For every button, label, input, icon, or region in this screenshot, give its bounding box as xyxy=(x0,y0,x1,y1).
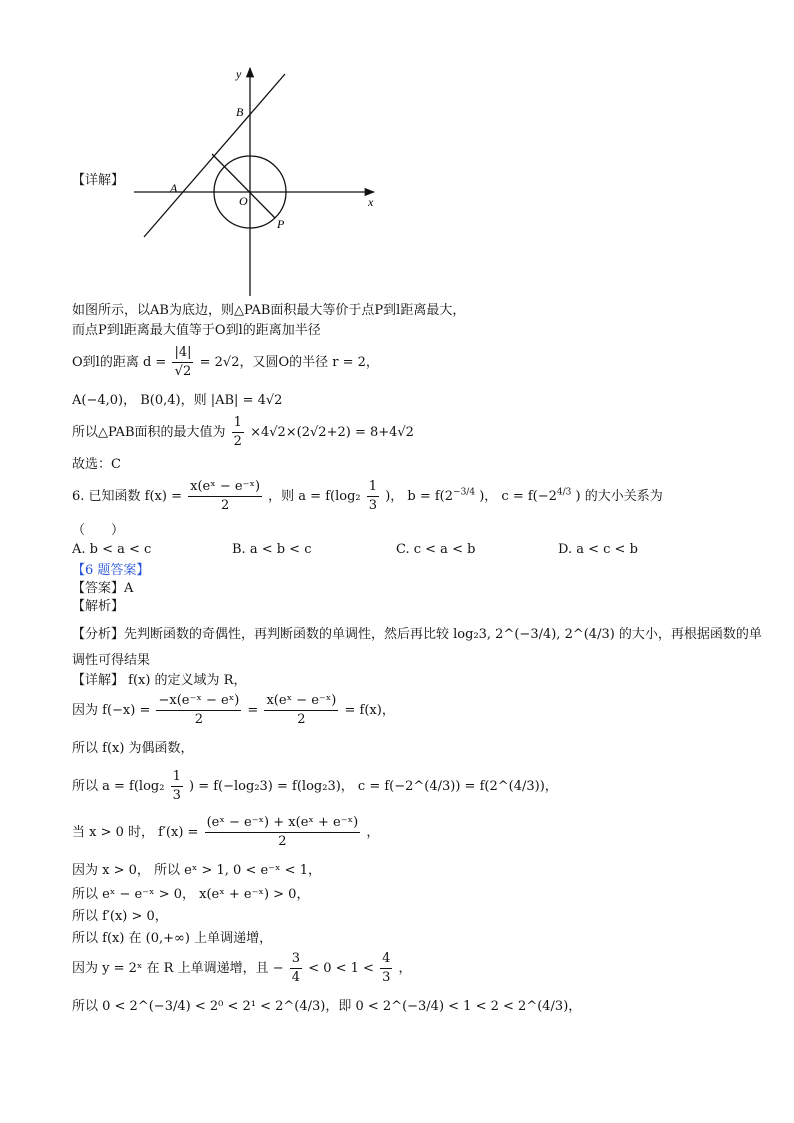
answer-header: 【6 题答案】 xyxy=(72,563,150,578)
detail-line-11: 所以 0 < 2^(−3/4) < 2⁰ < 2¹ < 2^(4/3)，即 0 < 2^(−3/4) < 1 < 2 < 2^(4/3)， xyxy=(72,999,582,1014)
analysis-line-2: 调性可得结果 xyxy=(72,653,151,668)
label-p: P xyxy=(277,217,285,231)
line-1: 如图所示，以AB为底边，则△PAB面积最大等价于点P到l距离最大， xyxy=(72,303,466,318)
option-d: D. a < c < b xyxy=(558,542,638,557)
detail-line-1: 【详解】 f(x) 的定义域为 R， xyxy=(72,673,247,688)
detail-line-8: 所以 f′(x) > 0， xyxy=(72,909,168,924)
line-3: O到l的距离 d = $\frac{|4|}{√2}$ = 2√2，又圆O的半径 r = 2， xyxy=(72,345,379,379)
detail-line-5: 当 x > 0 时， f′(x) = $\frac{\text{(eˣ − e⁻ˣ) + x(eˣ + e⁻ˣ)}}{2}$ ， xyxy=(72,815,380,849)
detail-label: 【详解】 xyxy=(72,173,125,188)
line-6: 故选：C xyxy=(72,457,121,472)
geometry-figure xyxy=(128,62,388,298)
line-5: 所以△PAB面积的最大值为 $\frac{1}{2}$ ×4√2×(2√2+2) = 8+4√2 xyxy=(72,415,414,449)
label-o: O xyxy=(239,194,248,208)
detail-line-9: 所以 f(x) 在 (0,+∞) 上单调递增， xyxy=(72,931,273,946)
detail-line-7: 所以 eˣ − e⁻ˣ > 0， x(eˣ + e⁻ˣ) > 0， xyxy=(72,887,310,902)
distance-segment xyxy=(212,154,275,218)
answer: 【答案】A xyxy=(72,581,134,596)
analysis-line-1: 【分析】先判断函数的奇偶性，再判断函数的单调性，然后再比较 log₂3, 2^(−3/4), 2^(4/3) 的大小，再根据函数的单 xyxy=(72,627,762,642)
question-paren: （ ） xyxy=(72,523,125,538)
detail-line-2: 因为 f(−x) = $\frac{\text{−x(e⁻ˣ − eˣ)}}{2}$ = $\frac{\text{x(eˣ − e⁻ˣ)}}{2}$ = f(x)， xyxy=(72,693,395,727)
detail-line-4: 所以 a = f(log₂ $\frac{1}{3}$ ) = f(−log₂3) = f(log₂3)， c = f(−2^(4/3)) = f(2^(4/3))， xyxy=(72,769,558,803)
detail-line-6: 因为 x > 0， 所以 eˣ > 1, 0 < e⁻ˣ < 1， xyxy=(72,863,321,878)
line-l xyxy=(144,74,285,237)
option-c: C. c < a < b xyxy=(396,542,476,557)
option-a: A. b < a < c xyxy=(72,542,152,557)
question-6: 6. 已知函数 f(x) = $\frac{\text{x(eˣ − e⁻ˣ)}}{2}$ ，则 a = f(log₂ $\frac{1}{3}$ )， $b = f(2^{-3/4}$ )， $c = f(-2^{4/3}$ ) 的大小关系为 xyxy=(72,479,663,513)
label-b: B xyxy=(236,105,244,119)
label-y: y xyxy=(236,67,242,81)
detail-line-10: 因为 y = 2ˣ 在 R 上单调递增，且 − $\frac{3}{4}$ < 0 < 1 < $\frac{4}{3}$ ， xyxy=(72,951,412,985)
label-x: x xyxy=(368,195,374,209)
label-a: A xyxy=(170,181,178,195)
detail-line-3: 所以 f(x) 为偶函数， xyxy=(72,741,194,756)
option-b: B. a < b < c xyxy=(232,542,312,557)
analysis-header: 【解析】 xyxy=(72,599,125,614)
line-4: A(−4,0)， B(0,4)，则 |AB| = 4√2 xyxy=(72,393,283,408)
line-2: 而点P到l距离最大值等于O到l的距离加半径 xyxy=(72,323,321,338)
